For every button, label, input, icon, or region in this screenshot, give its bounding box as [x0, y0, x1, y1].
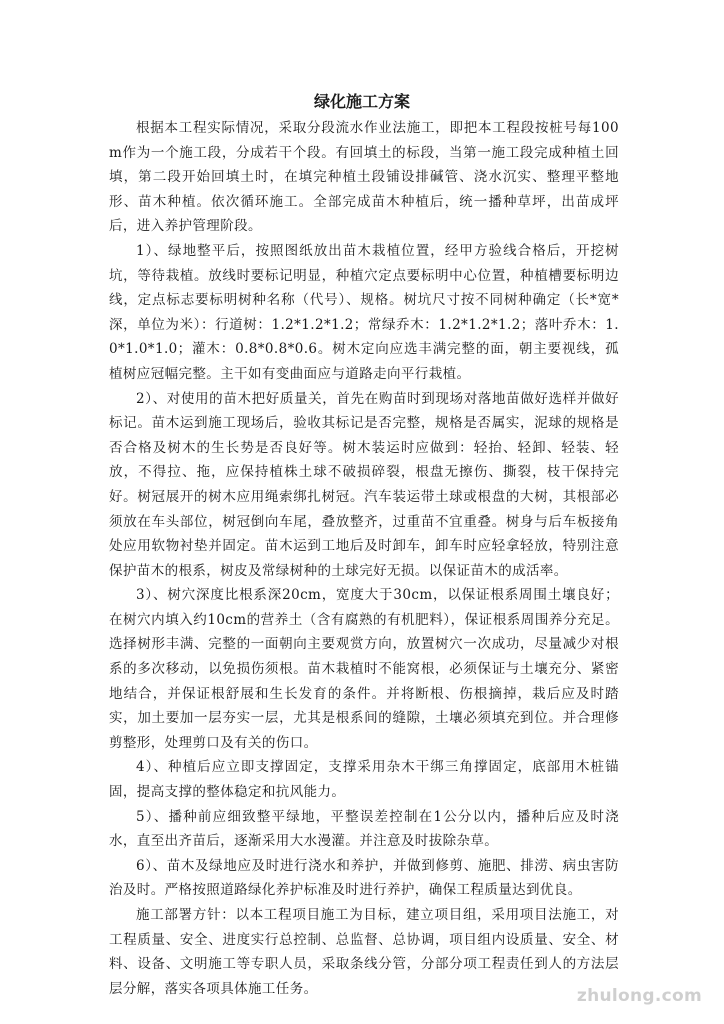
- paragraph-step-4-support: 4）、种植后应立即支撑固定，支撑采用杂木干绑三角撑固定，底部用木桩锚固，提高支撑的整体稳定和抗风能力。: [109, 759, 619, 801]
- paragraph-step-3-planting-pit: 3）、树穴深度比根系深20cm，宽度大于30cm，以保证根系周围土壤良好；在树穴内填入约10cm的营养土（含有腐熟的有机肥料），保证根系周围养分充足。选择树形丰满、完整的一面朝向主要观赏方向，放置树穴一次成功，尽量减少对根系的多次移动，以免损伤须根。苗木栽植时不能窝根，必须保证与土壤充分、紧密地结合，并保证根舒展和生长发育的条件。并将断根、伤根摘掉，栽后应及时踏实，加土要加一层夯实一层，尤其是根系间的缝隙，土壤必须填充到位。并合理修剪整形，处理剪口及有关的伤口。: [109, 587, 619, 751]
- document-title: 绿化施工方案: [313, 92, 410, 111]
- site-watermark: zhulong.com: [576, 986, 702, 1006]
- paragraph-deployment-policy: 施工部署方针：以本工程项目施工为目标，建立项目组，采用项目法施工，对工程质量、安全、进度实行总控制、总监督、总协调，项目组内设质量、安全、材料、设备、文明施工等专职人员，采取条线分管，分部分项工程责任到人的方法层层分解，落实各项具体施工任务。: [109, 907, 619, 997]
- paragraph-step-5-seeding: 5）、播种前应细致整平绿地，平整误差控制在1公分以内，播种后应及时浇水，直至出齐苗后，逐渐采用大水漫灌。并注意及时拔除杂草。: [109, 808, 619, 850]
- document-body: [109, 116, 619, 1001]
- paragraph-step-2-seedling-quality: 2）、对使用的苗木把好质量关，首先在购苗时到现场对落地苗做好选样并做好标记。苗木运到施工现场后，验收其标记是否完整，规格是否属实，泥球的规格是否合格及树木的生长势是否良好等。树木装运时应做到：轻抬、轻卸、轻装、轻放，不得拉、拖，应保持植株土球不破损碎裂，根盘无擦伤、撕裂，枝干保持完好。树冠展开的树木应用绳索绑扎树冠。汽车装运带土球或根盘的大树，其根部必须放在车头部位，树冠倒向车尾，叠放整齐，过重苗不宜重叠。树身与后车板接角处应用软物衬垫并固定。苗木运到工地后及时卸车，卸车时应轻拿轻放，特别注意保护苗木的根系，树皮及常绿树种的土球完好无损。以保证苗木的成活率。: [109, 390, 619, 579]
- paragraph-step-6-maintenance: 6）、苗木及绿地应及时进行浇水和养护，并做到修剪、施肥、排涝、病虫害防治及时。严格按照道路绿化养护标准及时进行养护，确保工程质量达到优良。: [109, 857, 619, 899]
- paragraph-intro: 根据本工程实际情况，采取分段流水作业法施工，即把本工程段按桩号每100m作为一个施工段，分成若干个段。有回填土的标段，当第一施工段完成种植土回填，第二段开始回填土时，在填完种植土段铺设排碱管、浇水沉实、整理平整地形、苗木种植。依次循环施工。全部完成苗木种植后，统一播种草坪，出苗成坪后，进入养护管理阶段。: [109, 120, 619, 235]
- paragraph-step-1-layout: 1）、绿地整平后，按照图纸放出苗木栽植位置，经甲方验线合格后，开挖树坑，等待栽植。放线时要标记明显，种植穴定点要标明中心位置，种植槽要标明边线，定点标志要标明树种名称（代号）、规格。树坑尺寸按不同树种确定（长*宽*深，单位为米）：行道树：1.2*1.2*1.2；常绿乔木：1.2*1.2*1.2；落叶乔木：1.0*1.0*1.0；灌木：0.8*0.8*0.6。树木定向应选丰满完整的面，朝主要视线，孤植树应冠幅完整。主干如有变曲面应与道路走向平行栽植。: [109, 242, 619, 382]
